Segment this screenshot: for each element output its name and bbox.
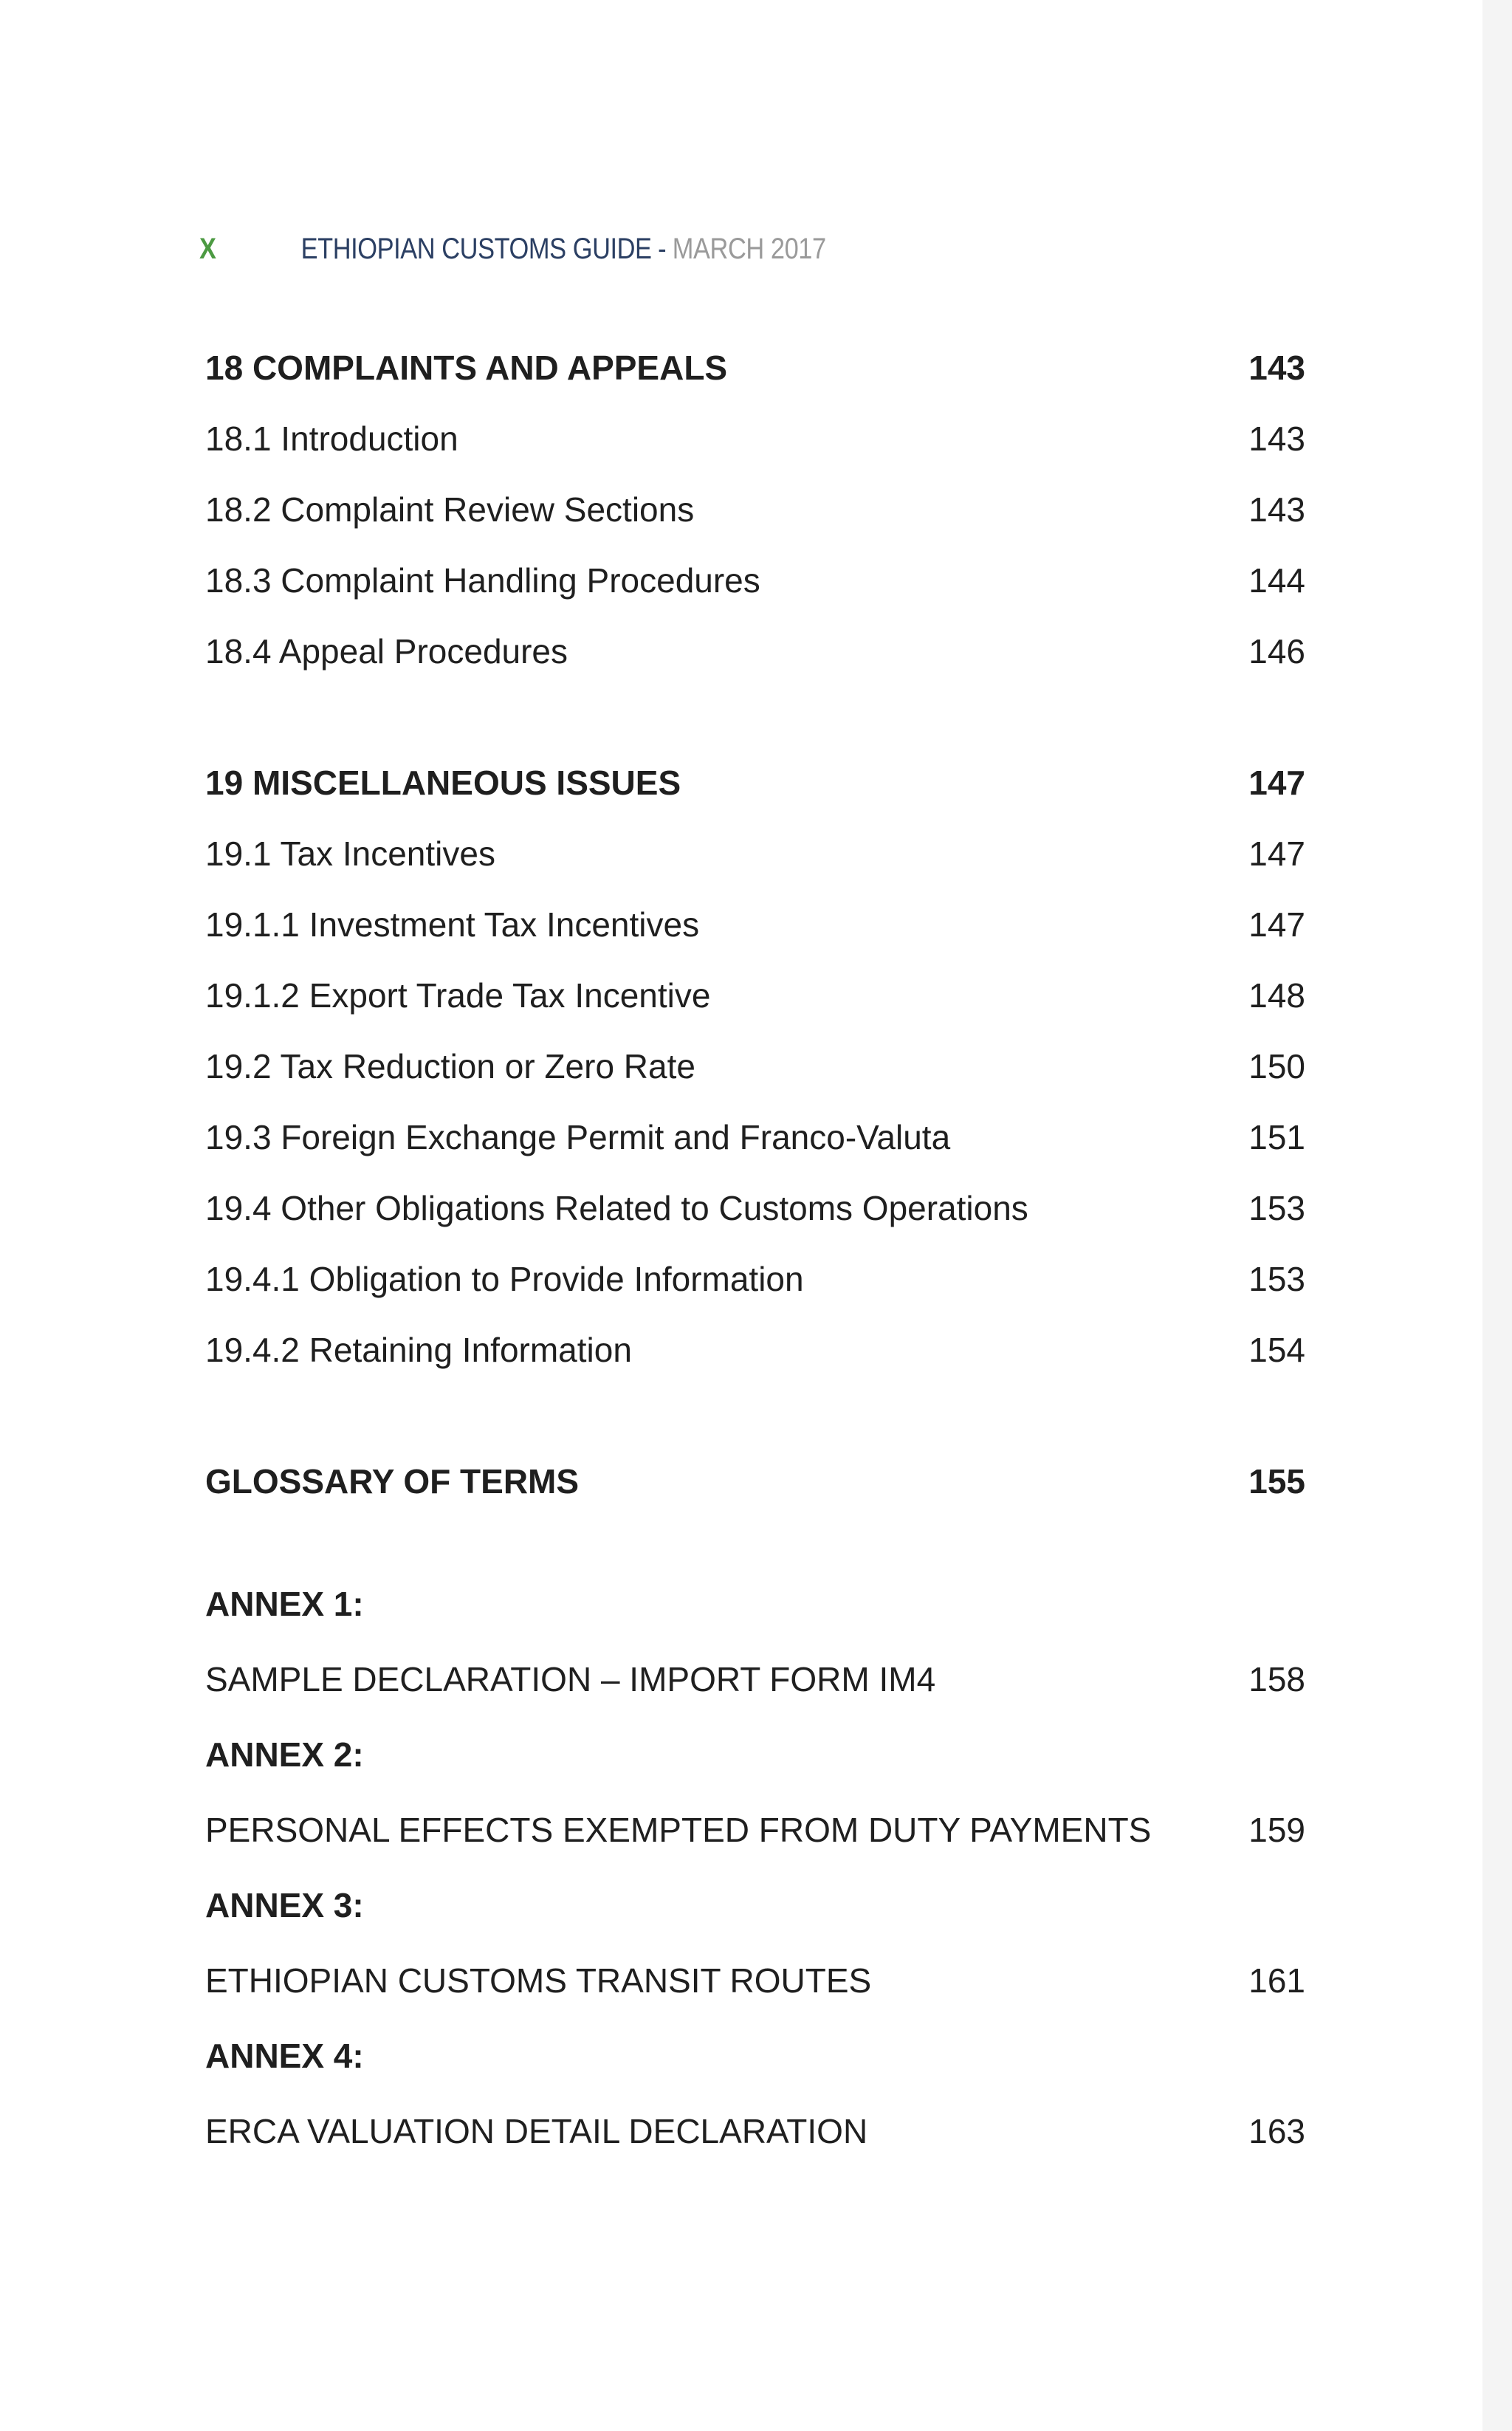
toc-entry-page: 153 <box>1248 1260 1305 1298</box>
toc-entry[interactable] <box>205 1244 1305 1314</box>
toc-entry-label: 18.2 Complaint Review Sections <box>205 490 695 529</box>
toc-entry-page: 151 <box>1248 1118 1305 1156</box>
annex-heading-label: ANNEX 2: <box>205 1735 364 1774</box>
toc-entry-label: 19.2 Tax Reduction or Zero Rate <box>205 1047 695 1086</box>
toc-entry-page: 147 <box>1248 905 1305 944</box>
toc-entry-label: 19 MISCELLANEOUS ISSUES <box>205 764 681 802</box>
toc-entry-page: 161 <box>1248 1961 1305 2000</box>
page-number: X <box>199 232 216 265</box>
annex-heading-label: ANNEX 1: <box>205 1585 364 1623</box>
toc-entry-label: 19.1.2 Export Trade Tax Incentive <box>205 976 711 1015</box>
toc-entry[interactable] <box>205 818 1305 889</box>
toc-entry-page: 154 <box>1248 1331 1305 1369</box>
toc-entry[interactable] <box>205 545 1305 616</box>
toc-annex-entry[interactable] <box>205 1794 1305 1865</box>
annex-heading <box>205 2020 1305 2091</box>
annex-heading-label: ANNEX 3: <box>205 1886 364 1924</box>
toc-entry-page: 158 <box>1248 1660 1305 1698</box>
toc-entry-label: 19.3 Foreign Exchange Permit and Franco-Valuta <box>205 1118 951 1156</box>
toc-entry-label: 18.3 Complaint Handling Procedures <box>205 561 760 600</box>
toc-entry[interactable] <box>205 1031 1305 1102</box>
annex-heading <box>205 1870 1305 1941</box>
toc-entry[interactable] <box>205 403 1305 474</box>
toc-entry-page: 159 <box>1248 1811 1305 1849</box>
annex-heading-label: ANNEX 4: <box>205 2037 364 2075</box>
toc-entry[interactable] <box>205 1314 1305 1385</box>
toc-entry-page: 163 <box>1248 2112 1305 2150</box>
toc-entry-label: 18 COMPLAINTS AND APPEALS <box>205 349 728 387</box>
toc-annex-entry[interactable] <box>205 1644 1305 1715</box>
toc-entry-page: 153 <box>1248 1189 1305 1227</box>
toc-entry-label: 19.4.2 Retaining Information <box>205 1331 632 1369</box>
toc-entry-page: 147 <box>1248 764 1305 802</box>
toc-entry[interactable] <box>205 474 1305 545</box>
toc-entry[interactable] <box>205 1102 1305 1173</box>
toc-entry-label: 19.1 Tax Incentives <box>205 834 495 873</box>
toc-annex-entry[interactable] <box>205 1945 1305 2016</box>
toc-entry-label: SAMPLE DECLARATION – IMPORT FORM IM4 <box>205 1660 936 1698</box>
toc-entry-label: 19.4 Other Obligations Related to Customs Operations <box>205 1189 1028 1227</box>
toc-annex-entry[interactable] <box>205 2096 1305 2167</box>
toc-entry-page: 147 <box>1248 834 1305 873</box>
toc-entry[interactable] <box>205 960 1305 1031</box>
header-dash: - <box>658 232 667 265</box>
toc-entry-label: ETHIOPIAN CUSTOMS TRANSIT ROUTES <box>205 1961 872 2000</box>
toc-entry-label: ERCA VALUATION DETAIL DECLARATION <box>205 2112 868 2150</box>
toc-entry-label: PERSONAL EFFECTS EXEMPTED FROM DUTY PAYMENTS <box>205 1811 1152 1849</box>
toc-entry-page: 143 <box>1248 490 1305 529</box>
guide-title: ETHIOPIAN CUSTOMS GUIDE <box>300 232 652 265</box>
toc-entry[interactable] <box>205 1173 1305 1244</box>
toc-entry-label: 18.4 Appeal Procedures <box>205 632 568 671</box>
toc-entry-label: GLOSSARY OF TERMS <box>205 1462 580 1501</box>
toc-entry-page: 143 <box>1248 349 1305 387</box>
toc-entry-page: 155 <box>1248 1462 1305 1501</box>
toc-entry-page: 144 <box>1248 561 1305 600</box>
toc-entry[interactable] <box>205 616 1305 687</box>
table-of-contents <box>205 0 1305 2431</box>
toc-chapter-18[interactable] <box>205 332 1305 403</box>
toc-chapter-19[interactable] <box>205 747 1305 818</box>
toc-entry-label: 19.4.1 Obligation to Provide Information <box>205 1260 804 1298</box>
toc-glossary[interactable] <box>205 1446 1305 1517</box>
guide-date: MARCH 2017 <box>672 232 826 265</box>
toc-entry-page: 150 <box>1248 1047 1305 1086</box>
annex-heading <box>205 1568 1305 1639</box>
page-edge <box>1482 0 1512 2431</box>
toc-entry-label: 19.1.1 Investment Tax Incentives <box>205 905 700 944</box>
toc-entry-page: 143 <box>1248 419 1305 458</box>
toc-entry[interactable] <box>205 889 1305 960</box>
annex-heading <box>205 1719 1305 1790</box>
toc-entry-page: 146 <box>1248 632 1305 671</box>
toc-entry-label: 18.1 Introduction <box>205 419 458 458</box>
toc-entry-page: 148 <box>1248 976 1305 1015</box>
